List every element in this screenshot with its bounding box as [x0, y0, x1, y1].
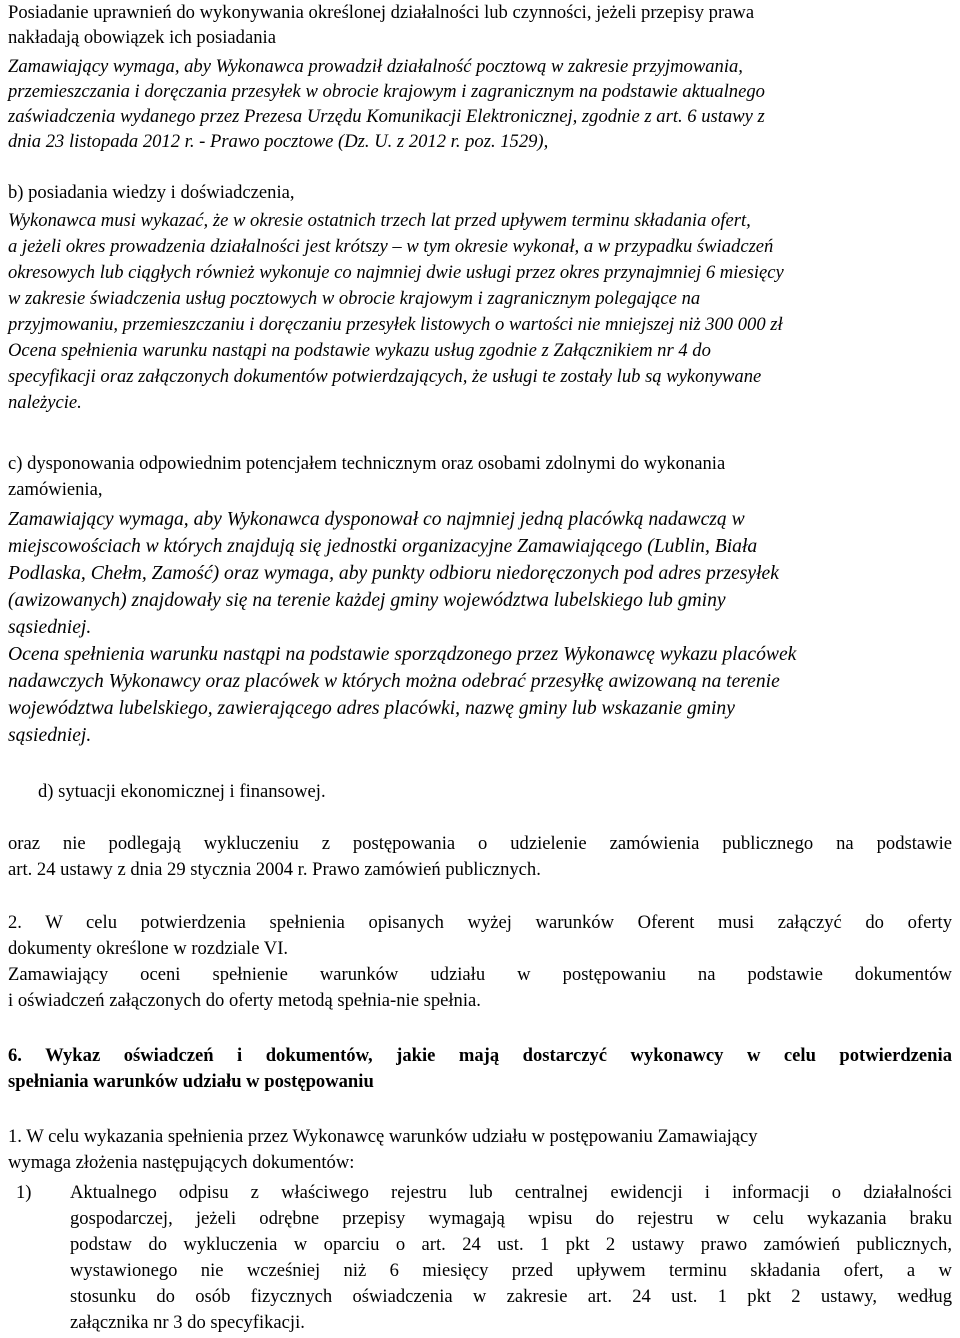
text-line: podstaw do wykluczenia w oparciu o art. 24 ust. 1 pkt 2 ustawy prawo zamówień publicznych,: [70, 1234, 952, 1255]
text-line: 6. Wykaz oświadczeń i dokumentów, jakie mają dostarczyć wykonawcy w celu potwierdzenia: [8, 1045, 952, 1066]
text-line: miejscowościach w których znajdują się jednostki organizacyjne Zamawiającego (Lublin, Biała: [8, 536, 758, 557]
text-line: 2. W celu potwierdzenia spełnienia opisanych wyżej warunków Oferent musi załączyć do oferty: [8, 912, 952, 933]
condition-a-requirement: [8, 54, 952, 154]
text-line: nadawczych Wykonawcy oraz placówek w których można odebrać przesyłkę awizowaną na terenie: [8, 671, 780, 692]
text-line: stosunku do osób fizycznych oświadczenia w zakresie art. 24 ust. 1 pkt 2 ustawy, według: [70, 1286, 952, 1307]
text-line: nakładają obowiązek ich posiadania: [8, 27, 276, 48]
text-line: województwa lubelskiego, zawierającego adres placówki, nazwę gminy lub wskazanie gminy: [8, 698, 735, 719]
text-line: okresowych lub ciągłych również wykonuje co najmniej dwie usługi przez okres przynajmniej 6 miesięcy: [8, 262, 784, 283]
text-line: wymaga złożenia następujących dokumentów:: [8, 1152, 355, 1173]
text-line: należycie.: [8, 392, 82, 413]
text-line: Posiadanie uprawnień do wykonywania określonej działalności lub czynności, jeżeli przepisy prawa: [8, 2, 755, 23]
text-line: i oświadczeń załączonych do oferty metodą spełnia-nie spełnia.: [8, 990, 481, 1011]
text-line: Aktualnego odpisu z właściwego rejestru lub centralnej ewidencji i informacji o działalności: [70, 1182, 952, 1203]
point-6-1-paragraph: [8, 1124, 952, 1176]
point-2-paragraph: [8, 910, 952, 1014]
text-line: specyfikacji oraz załączonych dokumentów potwierdzających, że usługi te zostały lub są wykonywane: [8, 366, 762, 387]
list-item-text: [70, 1180, 952, 1336]
text-line: w zakresie świadczenia usług pocztowych w obrocie krajowym i zagranicznym polegające na: [8, 288, 701, 309]
text-line: dnia 23 listopada 2012 r. - Prawo pocztowe (Dz. U. z 2012 r. poz. 1529),: [8, 131, 549, 152]
text-line: przemieszczania i doręczania przesyłek w obrocie krajowym i zagranicznym na podstawie aktualnego: [8, 81, 765, 102]
condition-c-heading: [8, 451, 952, 503]
list-item-marker: 1): [16, 1182, 32, 1203]
text-line: zaświadczenia wydanego przez Prezesa Urzędu Komunikacji Elektronicznej, zgodnie z art. 6 ustawy z: [8, 106, 765, 127]
exclusion-paragraph: [8, 831, 952, 883]
text-line: c) dysponowania odpowiednim potencjałem technicznym oraz osobami zdolnymi do wykonania: [8, 453, 726, 474]
text-line: 1. W celu wykazania spełnienia przez Wykonawcę warunków udziału w postępowaniu Zamawiający: [8, 1126, 758, 1147]
text-line: Ocena spełnienia warunku nastąpi na podstawie sporządzonego przez Wykonawcę wykazu placówek: [8, 644, 797, 665]
text-line: sąsiedniej.: [8, 617, 92, 638]
text-line: przyjmowaniu, przemieszczaniu i doręczaniu przesyłek listowych o wartości nie mniejszej niż 300 000 zł: [8, 314, 783, 335]
condition-d-heading: [38, 779, 952, 805]
text-line: d) sytuacji ekonomicznej i finansowej.: [38, 781, 326, 802]
text-line: Zamawiający oceni spełnienie warunków udziału w postępowaniu na podstawie dokumentów: [8, 964, 952, 985]
text-line: Zamawiający wymaga, aby Wykonawca dysponował co najmniej jedną placówką nadawczą w: [8, 509, 745, 530]
section-6-heading: [8, 1043, 952, 1095]
text-line: załącznika nr 3 do specyfikacji.: [70, 1312, 305, 1333]
condition-b-requirement: [8, 208, 952, 416]
text-line: oraz nie podlegają wykluczeniu z postępowania o udzielenie zamówienia publicznego na podstawie: [8, 833, 952, 854]
text-line: Wykonawca musi wykazać, że w okresie ostatnich trzech lat przed upływem terminu składania ofert,: [8, 210, 751, 231]
text-line: a jeżeli okres prowadzenia działalności jest krótszy – w tym okresie wykonał, a w przypadku świadczeń: [8, 236, 774, 257]
text-line: Ocena spełnienia warunku nastąpi na podstawie wykazu usług zgodnie z Załącznikiem nr 4 do: [8, 340, 711, 361]
condition-c-requirement: [8, 506, 952, 749]
text-line: art. 24 ustawy z dnia 29 stycznia 2004 r. Prawo zamówień publicznych.: [8, 859, 541, 880]
text-line: sąsiedniej.: [8, 725, 92, 746]
condition-a-continuation: [8, 0, 952, 50]
text-line: b) posiadania wiedzy i doświadczenia,: [8, 182, 295, 203]
text-line: (awizowanych) znajdowały się na terenie każdej gminy województwa lubelskiego lub gminy: [8, 590, 726, 611]
text-line: gospodarczej, jeżeli odrębne przepisy wymagają wpisu do rejestru w celu wykazania braku: [70, 1208, 952, 1229]
text-line: dokumenty określone w rozdziale VI.: [8, 938, 289, 959]
text-line: zamówienia,: [8, 479, 103, 500]
condition-b-heading: [8, 180, 952, 206]
text-line: Zamawiający wymaga, aby Wykonawca prowadził działalność pocztową w zakresie przyjmowania,: [8, 56, 743, 77]
text-line: spełniania warunków udziału w postępowaniu: [8, 1071, 374, 1092]
text-line: Podlaska, Chełm, Zamość) oraz wymaga, aby punkty odbioru niedoręczonych pod adres przesyłek: [8, 563, 779, 584]
text-line: wystawionego nie wcześniej niż 6 miesięcy przed upływem terminu składania ofert, a w: [70, 1260, 952, 1281]
